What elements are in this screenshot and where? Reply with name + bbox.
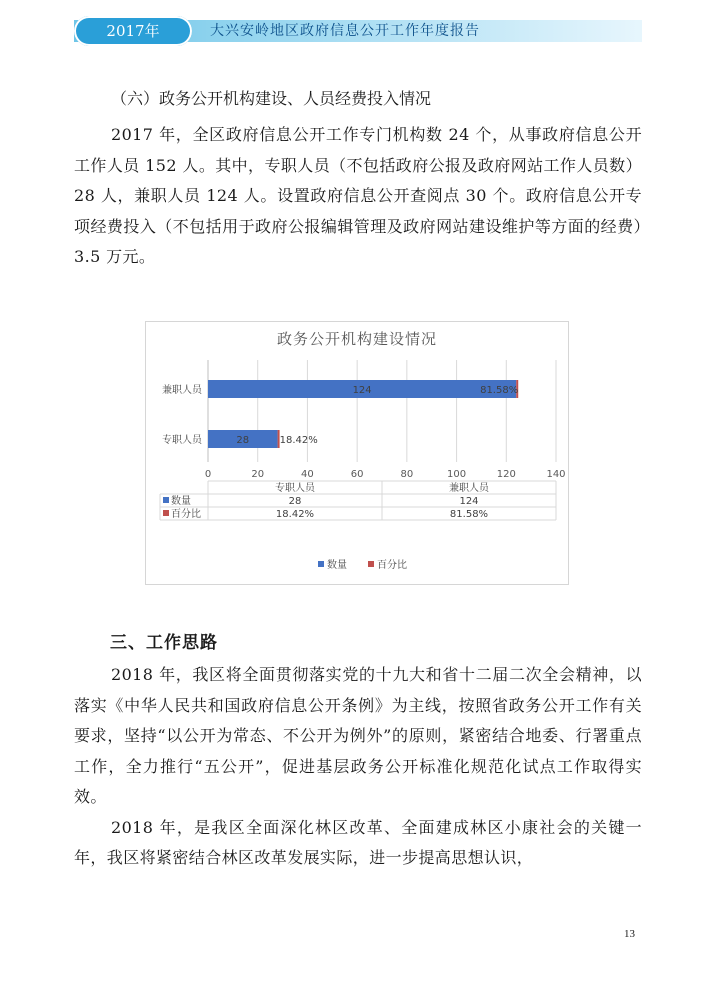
legend-label: 百分比 [377,560,407,571]
table-legend-key [163,510,169,516]
table-cell: 18.42% [275,509,315,520]
x-tick-label: 100 [447,469,467,480]
x-tick-label: 20 [251,469,265,480]
legend-swatch [368,561,374,567]
x-tick-label: 40 [301,469,314,480]
table-cell: 124 [459,496,479,507]
category-label: 兼职人员 [162,385,202,396]
header-title: 大兴安岭地区政府信息公开工作年度报告 [210,23,480,39]
table-cell: 28 [288,496,302,507]
chart-title: 政务公开机构建设情况 [276,330,437,348]
header-year-badge: 2017年 [74,16,192,46]
section-six-heading: （六）政务公开机构建设、人员经费投入情况 [111,89,432,108]
x-tick-label: 80 [400,469,414,480]
legend-swatch [318,561,324,567]
section-three-heading: 三、工作思路 [110,633,218,653]
x-tick-label: 120 [496,469,516,480]
category-label: 专职人员 [162,435,202,446]
table-row-label: 数量 [171,496,191,507]
x-tick-label: 0 [204,469,212,480]
legend-label: 数量 [327,560,347,571]
x-tick-label: 60 [350,469,364,480]
page-number: 13 [624,928,635,940]
section-six [74,88,642,273]
data-label-percent: 81.58% [480,385,519,396]
data-label-count: 124 [352,385,372,396]
table-row-label: 百分比 [171,509,201,520]
table-column-header: 专职人员 [275,483,315,494]
data-label-percent: 18.42% [279,435,318,446]
section-three-paragraph-1: 2018 年，我区将全面贯彻落实党的十九大和省十二届二次全会精神，以落实《中华人民共和国政府信息公开条例》为主线，按照省政务公开工作有关要求，坚持“以公开为常态、不公开为例外”的原则，紧密结合地委、行署重点工作，全力推行“五公开”，促进基层政务公开标准化规范化试点工作取得实效。 [74,665,642,806]
table-column-header: 兼职人员 [449,483,489,494]
table-legend-key [163,497,169,503]
bar-chart [146,322,568,584]
chart-container [145,321,569,585]
section-three-paragraph-2: 2018 年，是我区全面深化林区改革、全面建成林区小康社会的关键一年，我区将紧密结合林区改革发展实际，进一步提高思想认识， [74,817,642,867]
data-label-count: 28 [236,435,250,446]
x-tick-label: 140 [546,469,566,480]
page-header [74,16,642,46]
table-cell: 81.58% [449,509,489,520]
section-six-paragraph: 2017 年，全区政府信息公开工作专门机构数 24 个，从事政府信息公开工作人员 152 人。其中，专职人员（不包括政府公报及政府网站工作人员数）28 人，兼职人员 124 人。设置政府信息公开查阅点 30 个。政府信息公开专项经费投入（不包括用于政府公报编辑管理及政府网站建设维护等方面的经费）3.5 万元。 [74,125,642,266]
section-three-body [74,660,642,874]
